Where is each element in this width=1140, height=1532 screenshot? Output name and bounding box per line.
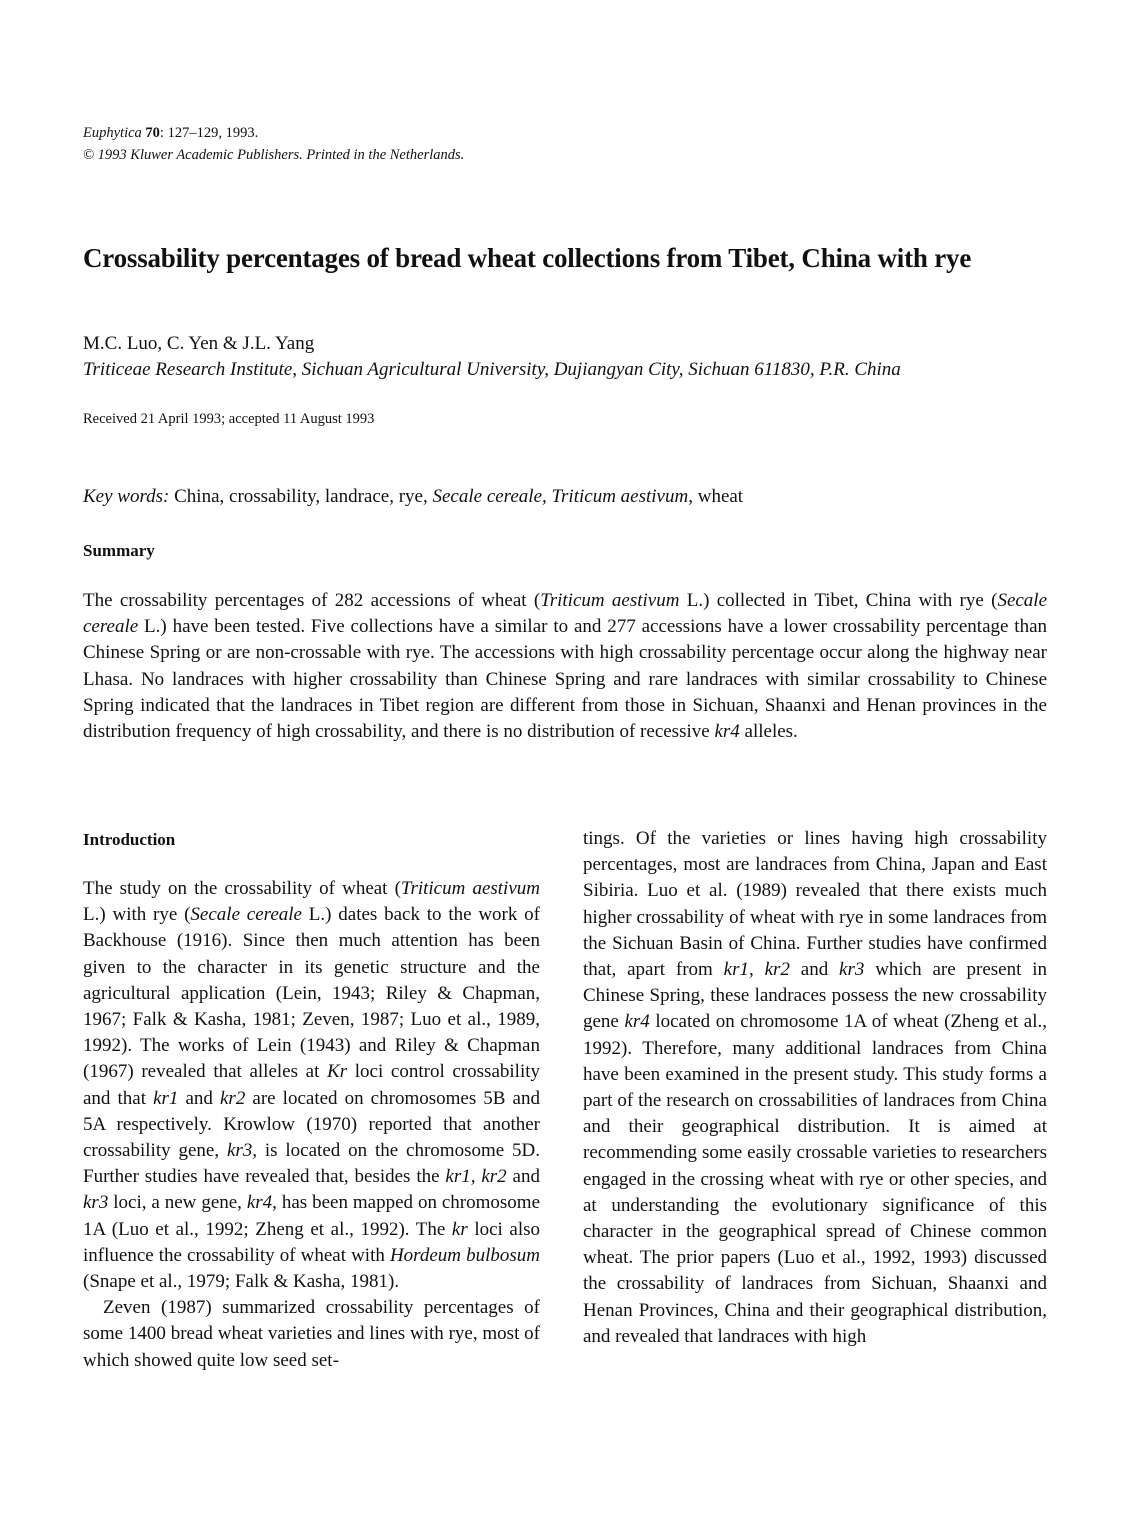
text: which are present in Chinese Spring, these landraces possess the new crossability gene	[583, 959, 1048, 1033]
intro-paragraph-1	[83, 876, 540, 1295]
journal-copyright: © 1993 Kluwer Academic Publishers. Printed in the Netherlands.	[83, 147, 465, 163]
keywords-text-end: wheat	[692, 486, 744, 507]
authors: M.C. Luo, C. Yen & J.L. Yang	[83, 333, 315, 354]
text: loci also influence the crossability of wheat with	[83, 1218, 541, 1266]
journal-name: Euphytica	[83, 125, 142, 141]
italic-text: kr3	[83, 1192, 109, 1214]
text: loci control crossability and that	[83, 1061, 540, 1109]
italic-text: kr3	[839, 959, 865, 981]
left-column	[83, 876, 540, 1374]
italic-text: kr3,	[226, 1140, 258, 1162]
text: and	[506, 1166, 540, 1188]
right-column	[583, 826, 1047, 1350]
summary-text: alleles.	[739, 721, 798, 743]
italic-text: kr4	[624, 1011, 650, 1033]
text: and	[178, 1087, 220, 1109]
italic-text: kr1, kr2	[723, 959, 790, 981]
text: has been mapped on chromosome 1A (Luo et al., 1992; Zheng et al., 1992). The	[83, 1192, 540, 1240]
keywords-label: Key words:	[83, 486, 170, 507]
summary-text: L.) collected in Tibet, China with rye (	[679, 590, 998, 611]
text: The study on the crossability of wheat (	[83, 878, 401, 899]
paper-title: Crossability percentages of bread wheat collections from Tibet, China with rye	[83, 243, 972, 273]
journal-header	[83, 122, 464, 166]
text: L.) dates back to the work of Backhouse (1916). Since then much attention has been given to the character in its genetic structure and the agricultural application (Lein, 1943; Riley & Chapman, 1967; Falk & Kasha, 1981; Zeven, 1987; Luo et al., 1989, 1992). The works of Lein (1943) and Riley & Chapman (1967) revealed that alleles at	[83, 904, 540, 1083]
text: is located on the chromosome 5D. Further studies have revealed that, besides the	[83, 1140, 541, 1188]
italic-text: kr4,	[246, 1192, 277, 1214]
italic-text: kr1	[153, 1087, 179, 1109]
text: (Snape et al., 1979; Falk & Kasha, 1981).	[83, 1271, 400, 1293]
italic-text: Hordeum bulbosum	[389, 1244, 540, 1266]
italic-text: kr1, kr2	[445, 1166, 507, 1188]
summary-body	[83, 588, 1047, 745]
text: are located on chromosomes 5B and 5A respectively. Krowlow (1970) reported that another crossability gene,	[83, 1087, 540, 1162]
intro-paragraph-2-continued	[583, 826, 1047, 1350]
summary-italic: Triticum aestivum	[540, 590, 680, 611]
journal-volume: 70	[145, 125, 160, 141]
text: and	[789, 959, 840, 981]
text: located on chromosome 1A of wheat (Zheng et al., 1992). Therefore, many additional landraces from China have been examined in the present study. This study forms a part of the research on crossabilities of landraces from China and their geographical distribution. It is aimed at recommending some easily crossable varieties to researchers engaged in the crossing wheat with rye or other species, and at understanding the evolutionary significance of this character in the geographical spread of Chinese common wheat. The prior papers (Luo et al., 1992, 1993) discussed the crossability of landraces from Sichuan, Shaanxi and Henan Provinces, China and their geographical distribution, and revealed that landraces with high	[583, 1011, 1047, 1347]
italic-text: Secale cereale	[190, 904, 302, 926]
italic-text: kr2	[220, 1087, 246, 1109]
journal-pages: : 127–129, 1993.	[159, 125, 259, 141]
keywords	[83, 483, 743, 510]
summary-italic: kr4	[714, 721, 740, 743]
affiliation: Triticeae Research Institute, Sichuan Agricultural University, Dujiangyan City, Sichuan 611830, P.R. China	[83, 359, 901, 380]
italic-text: Triticum aestivum	[400, 878, 540, 899]
keywords-text: China, crossability, landrace, rye,	[169, 486, 433, 507]
italic-text: Kr	[327, 1061, 348, 1083]
text: tings. Of the varieties or lines having high crossability percentages, most are landraces from China, Japan and East Sibiria. Luo et al. (1989) revealed that there exists much higher crossability of wheat with rye in some landraces from the Sichuan Basin of China. Further studies have confirmed that, apart from	[583, 828, 1047, 981]
journal-citation	[83, 122, 464, 144]
summary-text: L.) have been tested. Five collections have a similar to and 277 accessions have a lower crossability percentage than Chinese Spring or are non-crossable with rye. The accessions with high crossability percentage occur along the highway near Lhasa. No landraces with higher crossability than Chinese Spring and rare landraces with similar crossability to Chinese Spring indicated that the landraces in Tibet region are different from those in Sichuan, Shaanxi and Henan provinces in the distribution frequency of high crossability, and there is no distribution of recessive	[83, 616, 1047, 743]
introduction-heading: Introduction	[83, 830, 176, 849]
italic-text: kr	[451, 1218, 468, 1240]
text: loci, a new gene,	[108, 1192, 247, 1214]
summary-italic: Secale cereale	[83, 590, 1048, 638]
keywords-italic: Secale cereale, Triticum aestivum,	[432, 486, 693, 507]
intro-paragraph-2: Zeven (1987) summarized crossability percentages of some 1400 bread wheat varieties and lines with rye, most of which showed quite low seed set-	[83, 1297, 540, 1371]
summary-text: The crossability percentages of 282 accessions of wheat (	[83, 590, 541, 611]
text: L.) with rye (	[83, 904, 191, 926]
received-dates: Received 21 April 1993; accepted 11 August 1993	[83, 411, 375, 427]
summary-heading: Summary	[83, 541, 155, 560]
